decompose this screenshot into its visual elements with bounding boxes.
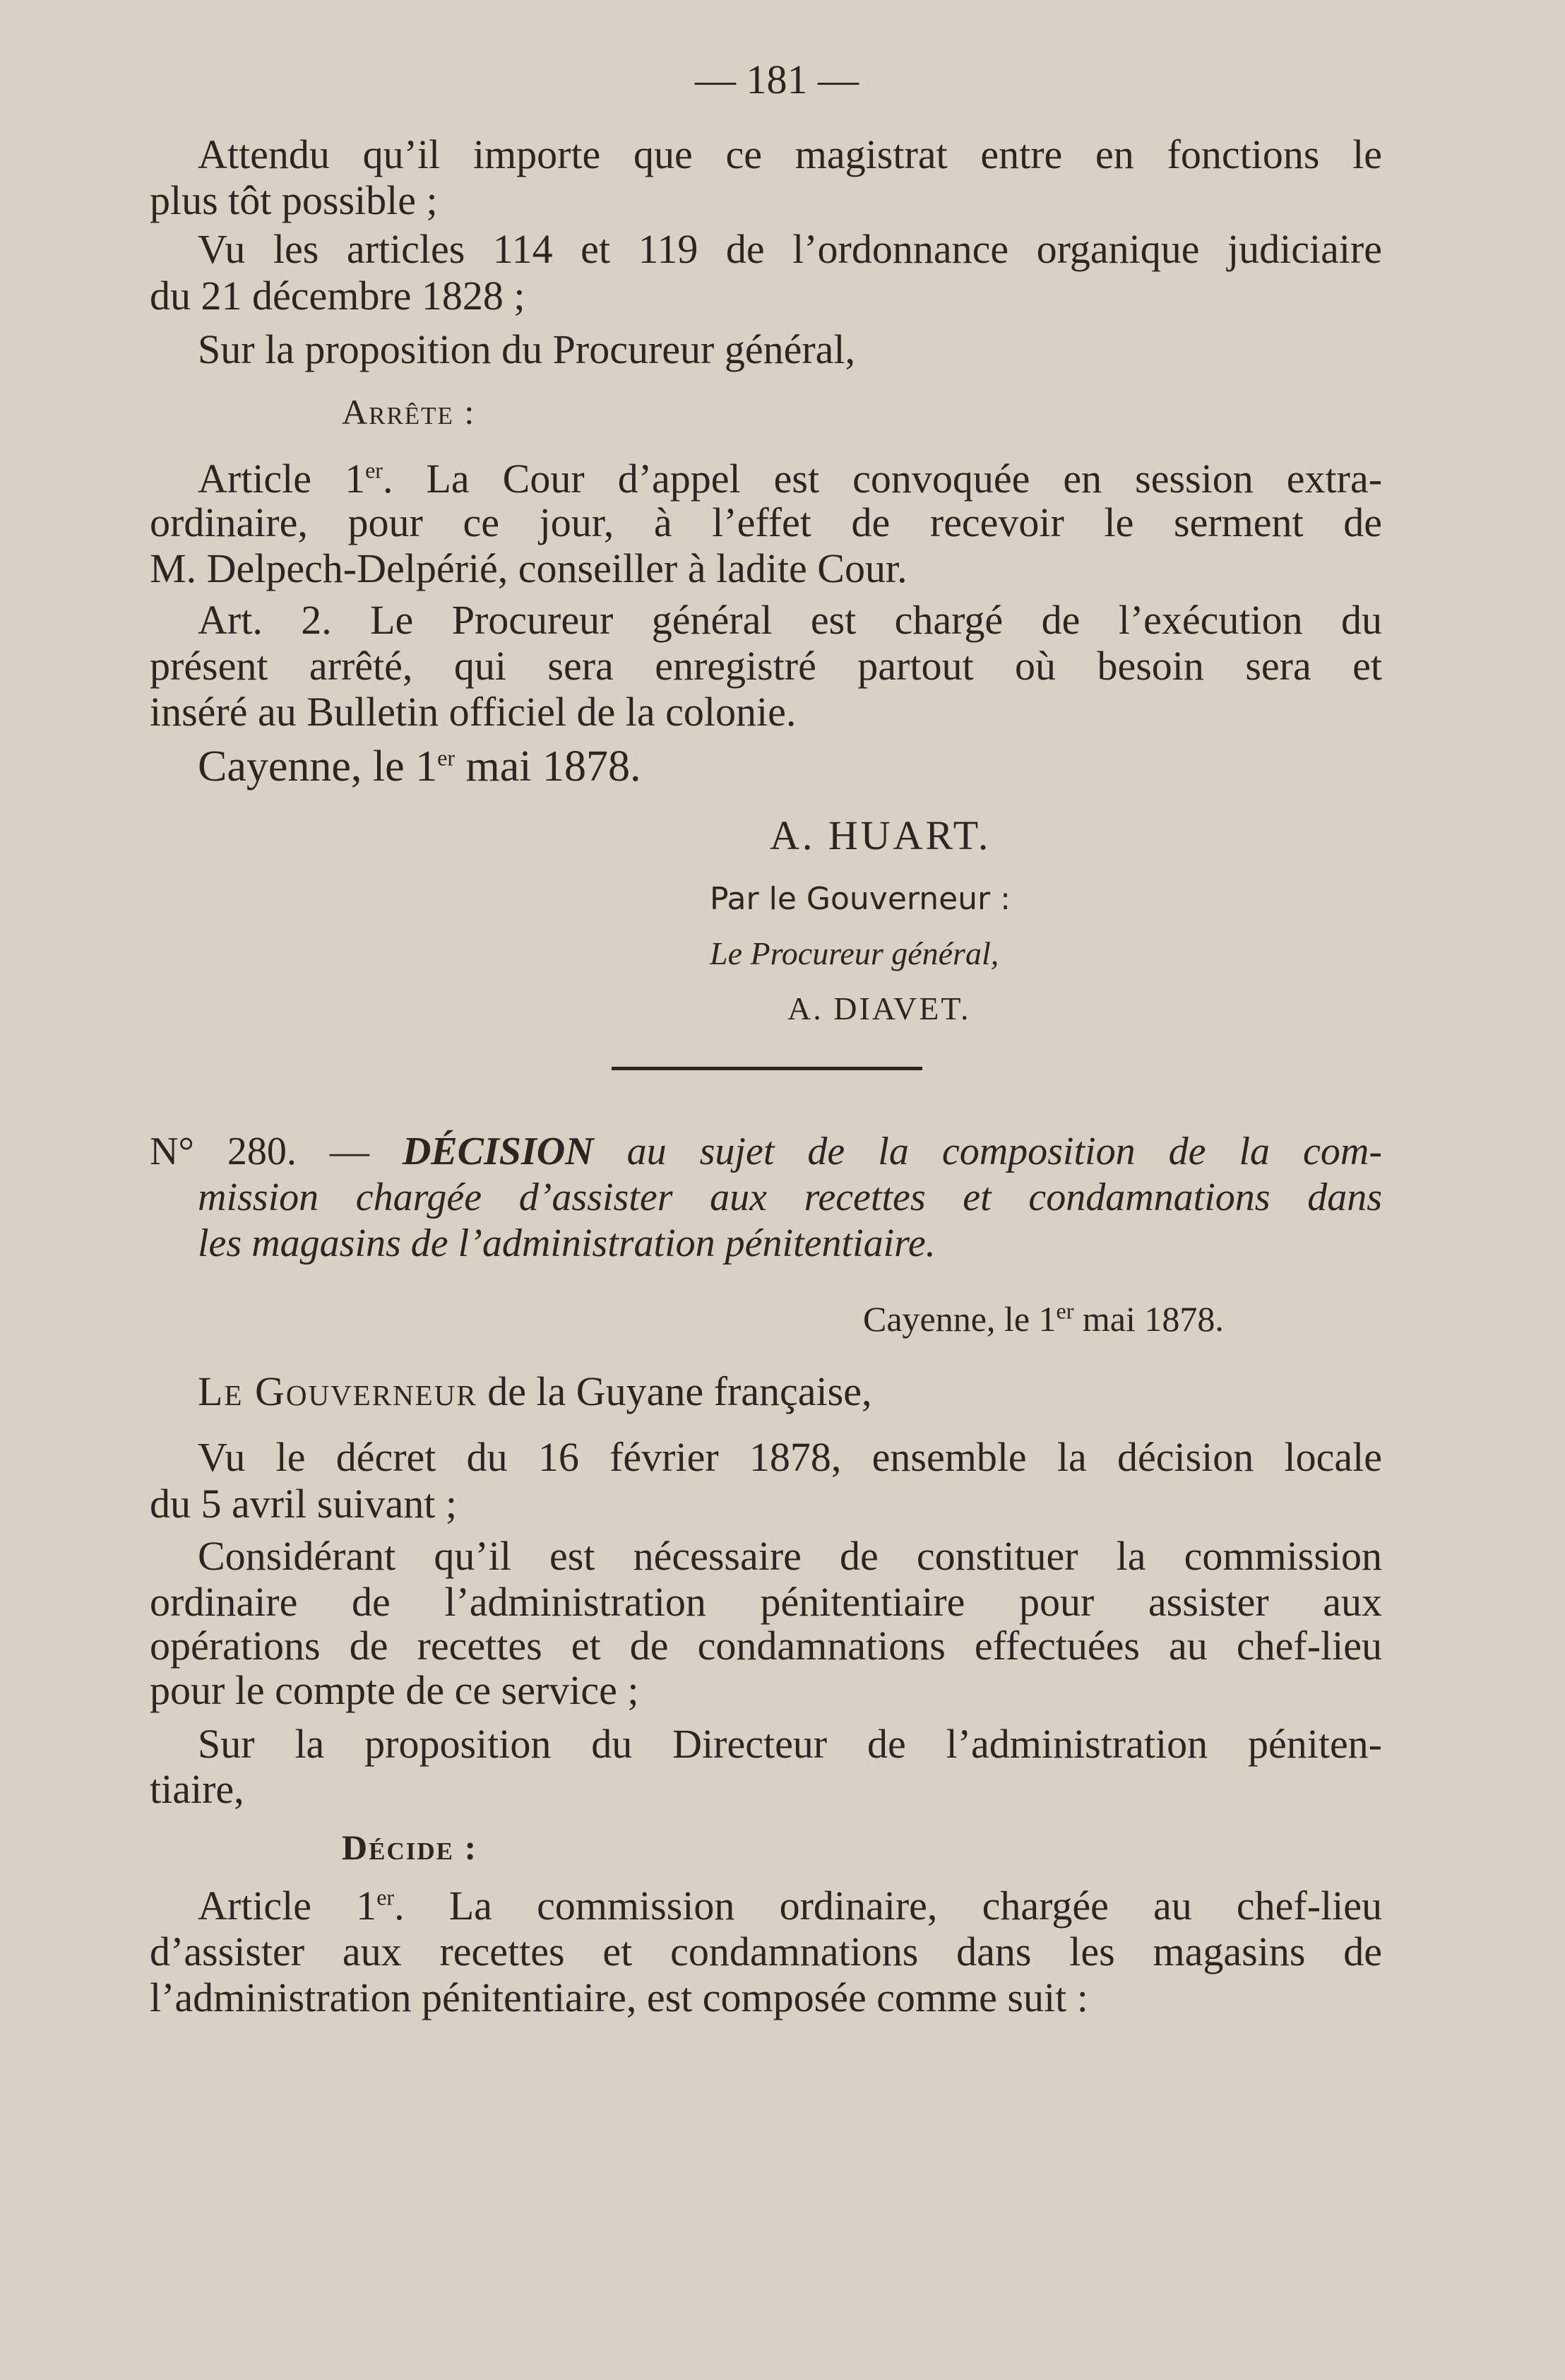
- article-line: M. Delpech-Delpérié, conseiller à ladite Cour.: [150, 545, 908, 591]
- decision-title-text: au sujet de la composition de la com-: [593, 1130, 1382, 1173]
- decision-number: N° 280.: [150, 1130, 297, 1173]
- paragraph-line: pour le compte de ce service ;: [150, 1667, 639, 1713]
- article-line: [198, 456, 1382, 502]
- decision-date: [863, 1296, 1357, 1342]
- decision-title-line: les magasins de l’administration pénitentiaire.: [198, 1221, 936, 1265]
- date-superscript: er: [1056, 1298, 1074, 1324]
- article-line: inséré au Bulletin officiel de la colonie.: [150, 689, 797, 735]
- date-superscript: er: [437, 745, 456, 771]
- date-text: Cayenne, le 1: [198, 742, 438, 791]
- paragraph-line: plus tôt possible ;: [150, 177, 438, 223]
- paragraph-line: Considérant qu’il est nécessaire de constituer la commission: [198, 1533, 1382, 1579]
- paragraph-line: tiaire,: [150, 1766, 244, 1812]
- governor-smallcaps: Le Gouverneur: [198, 1368, 477, 1414]
- decision-title-line: [150, 1128, 1382, 1175]
- date-text: Cayenne, le 1: [863, 1299, 1057, 1339]
- decision-heading: Décide :: [342, 1828, 478, 1867]
- date-text-rest: mai 1878.: [1073, 1299, 1224, 1339]
- article-label: Article 1: [198, 1883, 377, 1929]
- paragraph-line: Sur la proposition du Directeur de l’administration péniten-: [198, 1721, 1382, 1767]
- decision-dash: —: [296, 1130, 403, 1173]
- paragraph-line: Vu les articles 114 et 119 de l’ordonnance organique judiciaire: [198, 226, 1382, 272]
- procureur-name: A. DIAVET.: [787, 990, 971, 1026]
- article-line: Art. 2. Le Procureur général est chargé de l’exécution du: [198, 597, 1382, 643]
- signature-by-line: Par le Gouverneur :: [710, 881, 1011, 917]
- paragraph-line: opérations de recettes et de condamnations effectuées au chef-lieu: [150, 1623, 1382, 1669]
- paragraph-line: du 21 décembre 1828 ;: [150, 273, 525, 319]
- paragraph-line: Attendu qu’il importe que ce magistrat entre en fonctions le: [198, 131, 1382, 177]
- article-text: . La Cour d’appel est convoquée en session extra-: [382, 456, 1383, 502]
- article-superscript: er: [376, 1884, 395, 1910]
- paragraph-line: du 5 avril suivant ;: [150, 1481, 457, 1527]
- date-text-rest: mai 1878.: [455, 742, 641, 791]
- arrete-heading: Arrête :: [342, 392, 476, 432]
- article-line: l’administration pénitentiaire, est composée comme suit :: [150, 1975, 1088, 2020]
- article-line: d’assister aux recettes et condamnations dans les magasins de: [150, 1929, 1382, 1975]
- paragraph-line: Vu le décret du 16 février 1878, ensemble la décision locale: [198, 1434, 1382, 1480]
- article-text: . La commission ordinaire, chargée au chef-lieu: [394, 1883, 1382, 1929]
- article-superscript: er: [365, 457, 383, 483]
- article-label: Article 1: [198, 456, 366, 502]
- article-line: présent arrêté, qui sera enregistré partout où besoin sera et: [150, 643, 1382, 689]
- signature-governor: A. HUART.: [770, 812, 992, 858]
- arrete-date: [198, 743, 1382, 790]
- article-line: [198, 1883, 1382, 1929]
- paragraph-line: Sur la proposition du Procureur général,: [198, 326, 856, 372]
- decision-preamble: [198, 1368, 1382, 1415]
- article-line: ordinaire, pour ce jour, à l’effet de recevoir le serment de: [150, 499, 1382, 545]
- governor-rest: de la Guyane française,: [477, 1368, 872, 1414]
- section-divider: [612, 1067, 922, 1070]
- paragraph-line: ordinaire de l’administration pénitentiaire pour assister aux: [150, 1579, 1382, 1625]
- procureur-title: Le Procureur général,: [710, 935, 999, 971]
- page-number: — 181 —: [695, 57, 859, 102]
- decision-title-bold: DÉCISION: [402, 1130, 594, 1173]
- decision-title-line: mission chargée d’assister aux recettes et condamnations dans: [198, 1176, 1382, 1219]
